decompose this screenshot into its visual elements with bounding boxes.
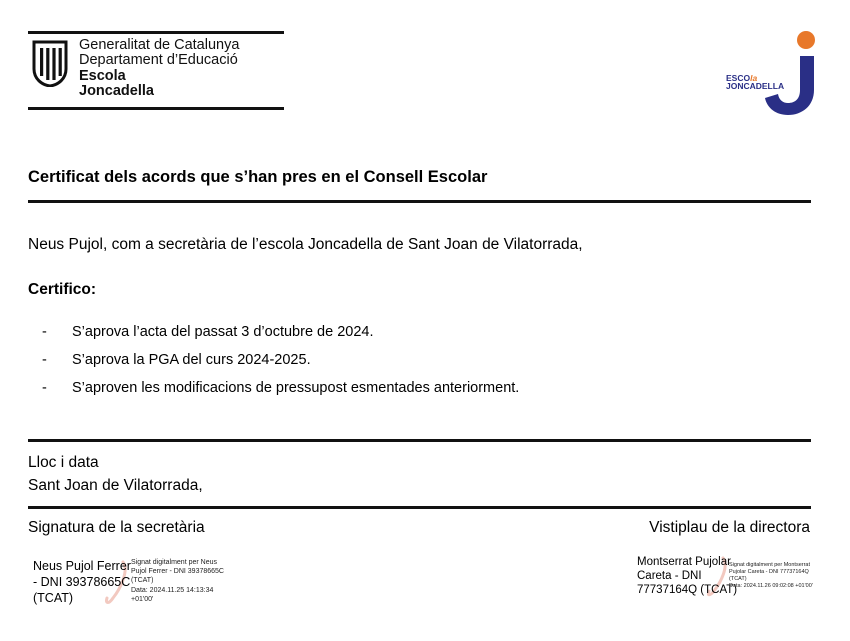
secretary-digital-text: Pujol Ferrer - DNI 39378665C	[131, 568, 224, 575]
list-item	[42, 324, 519, 352]
secretary-digital-text: +01'00'	[131, 596, 154, 603]
agreement-text: S’aproven les modificacions de pressupost esmentades anteriorment.	[72, 380, 520, 396]
director-digital-text: (TCAT)	[729, 576, 747, 582]
school-name: Joncadella	[79, 83, 154, 99]
logo-escola-text: ESCOla	[726, 73, 758, 83]
catalan-shield-icon	[30, 39, 70, 87]
intro-text: Neus Pujol, com a secretària de l’escola Joncadella de Sant Joan de Vilatorrada,	[28, 236, 583, 253]
bullet-dash: -	[42, 380, 47, 396]
agreement-text: S’aprova la PGA del curs 2024-2025.	[72, 352, 311, 368]
director-digital-signature	[637, 554, 817, 602]
list-item	[42, 352, 519, 380]
director-name-line: Montserrat Pujolar	[637, 556, 731, 568]
secretary-digital-text: (TCAT)	[131, 577, 154, 584]
list-divider	[28, 439, 811, 442]
secretary-name-line: Neus Pujol Ferrer	[33, 559, 131, 573]
generalitat-logo	[28, 31, 284, 111]
bullet-dash: -	[42, 324, 47, 340]
secretary-digital-text: Data: 2024.11.25 14:13:34	[131, 587, 214, 594]
secretary-signature-label: Signatura de la secretària	[28, 519, 205, 536]
document-title: Certificat dels acords que s’han pres en el Consell Escolar	[28, 168, 488, 186]
logo-top-rule	[28, 31, 284, 34]
signature-divider	[28, 506, 811, 509]
place-date-label: Lloc i data	[28, 454, 99, 471]
secretary-digital-text: Signat digitalment per Neus	[131, 559, 217, 566]
director-digital-text: Data: 2024.11.26 09:02:08 +01'00'	[729, 583, 813, 589]
place-date-value: Sant Joan de Vilatorrada,	[28, 477, 203, 494]
secretary-digital-signature	[33, 558, 233, 608]
department-name: Departament d’Educació	[79, 52, 238, 68]
bullet-dash: -	[42, 352, 47, 368]
director-digital-text: Pujolar Careta - DNI 77737164Q	[729, 569, 809, 575]
director-name-line: Careta - DNI	[637, 570, 702, 582]
school-word: Escola	[79, 68, 126, 84]
secretary-name-line: (TCAT)	[33, 591, 74, 605]
agreements-list	[42, 324, 519, 408]
director-name-line: 77737164Q (TCAT)	[637, 584, 738, 596]
generalitat-name: Generalitat de Catalunya	[79, 37, 240, 53]
agreement-text: S’aprova l’acta del passat 3 d’octubre de 2024.	[72, 324, 374, 340]
director-digital-text: Signat digitalment per Montserrat	[729, 562, 811, 568]
logo-bottom-rule	[28, 107, 284, 110]
title-divider	[28, 200, 811, 203]
list-item	[42, 380, 519, 408]
secretary-name-line: - DNI 39378665C	[33, 575, 131, 589]
escola-joncadella-logo	[722, 28, 822, 118]
certifico-label: Certifico:	[28, 281, 97, 298]
director-signature-label: Vistiplau de la directora	[649, 519, 810, 536]
logo-joncadella-text: JONCADELLA	[726, 81, 785, 91]
